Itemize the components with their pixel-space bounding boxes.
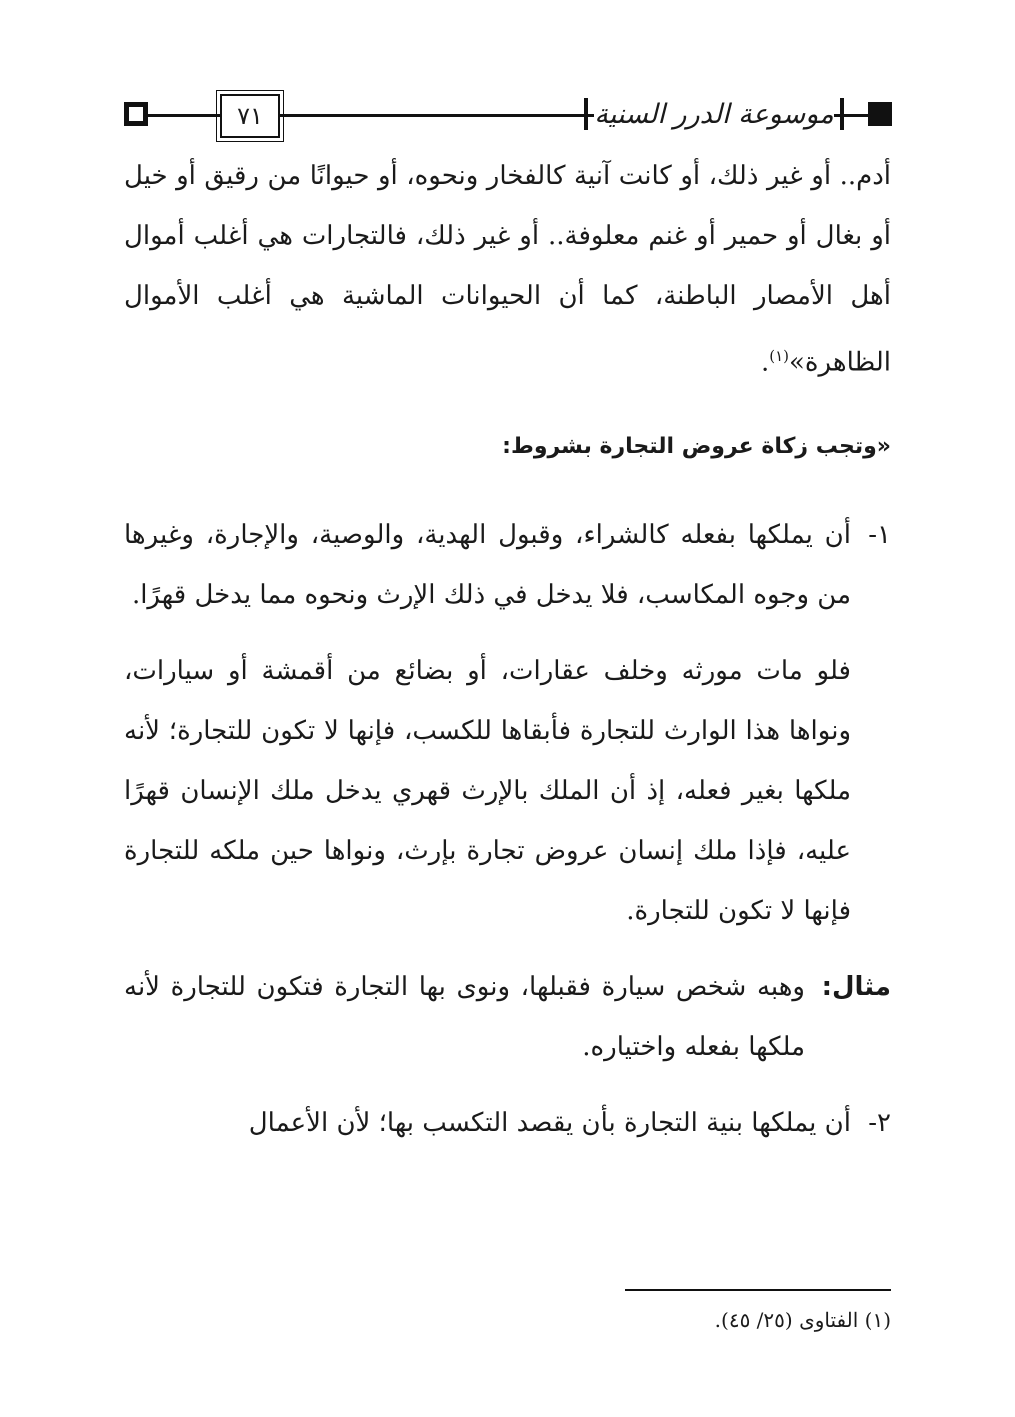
intro-text: أدم.. أو غير ذلك، أو كانت آنية كالفخار ونحوه، أو حيوانًا من رقيق أو خيل أو بغال أو حمير أو غنم معلوفة.. أو غير ذلك، فالتجارات هي أغلب أموال أهل الأمصار الباطنة، كما أن الحيوانات الماشية هي أغلب الأموال الظاهرة» [124, 161, 891, 378]
intro-end: . [760, 347, 770, 378]
item-number: ٢- [868, 1107, 891, 1138]
page-body [124, 146, 891, 1153]
footnote-ref[interactable]: (١) [769, 347, 790, 365]
footnote: (١) الفتاوى (٢٥/ ٤٥). [714, 1308, 891, 1332]
title-divider-left [584, 98, 588, 130]
intro-paragraph [124, 146, 891, 393]
section-heading: «وتجب زكاة عروض التجارة بشروط: [502, 433, 891, 459]
item-text: أن يملكها بنية التجارة بأن يقصد التكسب بها؛ لأن الأعمال [248, 1107, 851, 1138]
title-divider-right [840, 98, 844, 130]
condition-item-1 [124, 505, 891, 625]
example-text: وهبه شخص سيارة فقبلها، ونوى بها التجارة فتكون للتجارة لأنه ملكها بفعله واختياره. [124, 971, 805, 1062]
page-number: ٧١ [220, 94, 280, 138]
condition-item-2 [124, 1093, 891, 1153]
running-title: موسوعة الدرر السنية [594, 90, 834, 138]
item-text: أن يملكها بفعله كالشراء، وقبول الهدية، والوصية، والإجارة، وغيرها من وجوه المكاسب، فلا يدخل في ذلك الإرث ونحوه مما يدخل قهرًا. [124, 519, 851, 610]
footnote-rule [625, 1289, 891, 1291]
explanation-paragraph: فلو مات مورثه وخلف عقارات، أو بضائع من أقمشة أو سيارات، ونواها هذا الوارث للتجارة فأبقاها للكسب، فإنها لا تكون للتجارة؛ لأنه ملكها بغير فعله، إذ أن الملك بالإرث قهري يدخل ملك الإنسان قهرًا عليه، فإذا ملك إنسان عروض تجارة بإرث، ونواها حين ملكه للتجارة فإنها لا تكون للتجارة. [124, 655, 851, 926]
example-label: مثال: [821, 971, 891, 1002]
example-block [124, 957, 891, 1077]
page-header [124, 88, 892, 142]
item-number: ١- [868, 519, 891, 550]
corner-square-solid-icon [868, 102, 892, 126]
corner-square-outline-icon [124, 102, 148, 126]
